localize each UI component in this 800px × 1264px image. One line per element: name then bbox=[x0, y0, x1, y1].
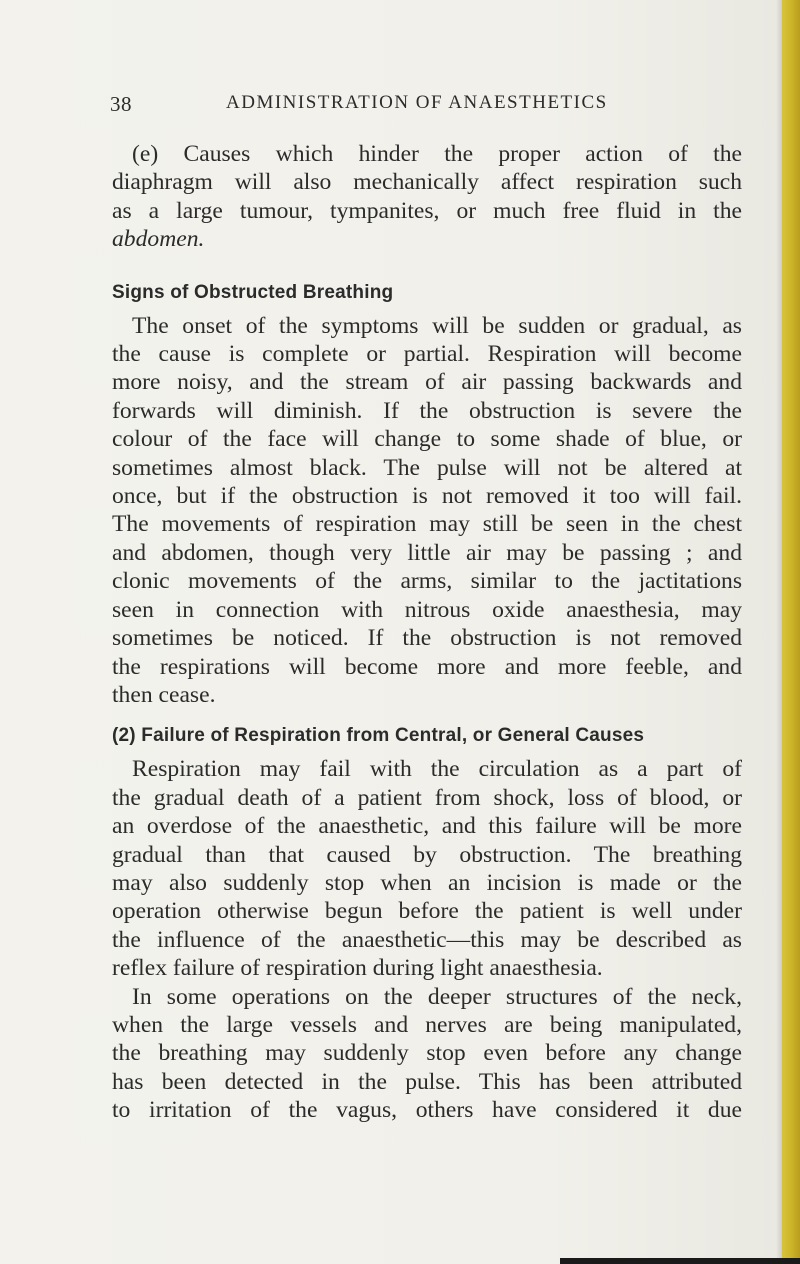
body-text bbox=[112, 140, 742, 1125]
page-number: 38 bbox=[110, 92, 132, 116]
text-line: (e) Causes which hinder the proper action of the bbox=[132, 141, 742, 167]
section-heading: Signs of Obstructed Breathing bbox=[112, 281, 394, 303]
text-line: an overdose of the anaesthetic, and this failure will be more bbox=[112, 813, 742, 840]
text-line: The movements of respiration may still be seen in the chest bbox=[112, 511, 742, 538]
text-line: diaphragm will also mechanically affect respiration such bbox=[112, 169, 742, 196]
text-line: when the large vessels and nerves are being manipulated, bbox=[112, 1011, 742, 1038]
text-line: has been detected in the pulse. This has been attributed bbox=[112, 1068, 742, 1095]
failure-paragraph-2 bbox=[112, 983, 742, 1125]
text-line: to irritation of the vagus, others have considered it due bbox=[112, 1097, 742, 1124]
italic-word: abdomen. bbox=[112, 226, 205, 253]
text-line: The onset of the symptoms will be sudden or gradual, as bbox=[132, 312, 742, 339]
bottom-edge-bar bbox=[560, 1258, 800, 1264]
text-line: the respirations will become more and more feeble, and bbox=[112, 653, 742, 680]
text-line: forwards will diminish. If the obstruction is severe the bbox=[112, 397, 742, 424]
text-line: clonic movements of the arms, similar to the jactitations bbox=[112, 568, 742, 595]
text-line: once, but if the obstruction is not removed it too will fail. bbox=[112, 483, 742, 510]
section-e-paragraph bbox=[112, 140, 742, 254]
text-line bbox=[112, 225, 742, 253]
signs-paragraph bbox=[112, 312, 742, 710]
text-line: Respiration may fail with the circulation as a part of bbox=[132, 756, 742, 783]
text-line: colour of the face will change to some shade of blue, or bbox=[112, 426, 742, 453]
text-line: In some operations on the deeper structures of the neck, bbox=[132, 983, 742, 1010]
section-heading: (2) Failure of Respiration from Central, or General Causes bbox=[112, 725, 645, 747]
text-line: the gradual death of a patient from shock, loss of blood, or bbox=[112, 784, 742, 811]
text-line: reflex failure of respiration during light anaesthesia. bbox=[112, 955, 603, 982]
text-line: more noisy, and the stream of air passing backwards and bbox=[112, 369, 742, 396]
text-line: the influence of the anaesthetic—this may be described as bbox=[112, 926, 742, 953]
text-line: sometimes almost black. The pulse will not be altered at bbox=[112, 454, 742, 481]
page-edge-strip bbox=[782, 0, 800, 1264]
text-line: gradual than that caused by obstruction. The breathing bbox=[112, 841, 742, 868]
text-line: then cease. bbox=[112, 681, 216, 708]
text-line: seen in connection with nitrous oxide anaesthesia, may bbox=[112, 596, 742, 623]
paragraph-gap bbox=[112, 254, 742, 266]
text-line: the cause is complete or partial. Respiration will become bbox=[112, 341, 742, 368]
failure-paragraph-1 bbox=[112, 755, 742, 982]
text-line: may also suddenly stop when an incision is made or the bbox=[112, 869, 742, 896]
text-line: the breathing may suddenly stop even before any change bbox=[112, 1040, 742, 1067]
text-line: and abdomen, though very little air may be passing ; and bbox=[112, 539, 742, 566]
text-line: sometimes be noticed. If the obstruction is not removed bbox=[112, 625, 742, 652]
text-line: as a large tumour, tympanites, or much free fluid in the bbox=[112, 197, 742, 224]
running-head: ADMINISTRATION OF ANAESTHETICS bbox=[226, 92, 608, 113]
page-header bbox=[110, 92, 760, 116]
text-line: operation otherwise begun before the patient is well under bbox=[112, 898, 742, 925]
